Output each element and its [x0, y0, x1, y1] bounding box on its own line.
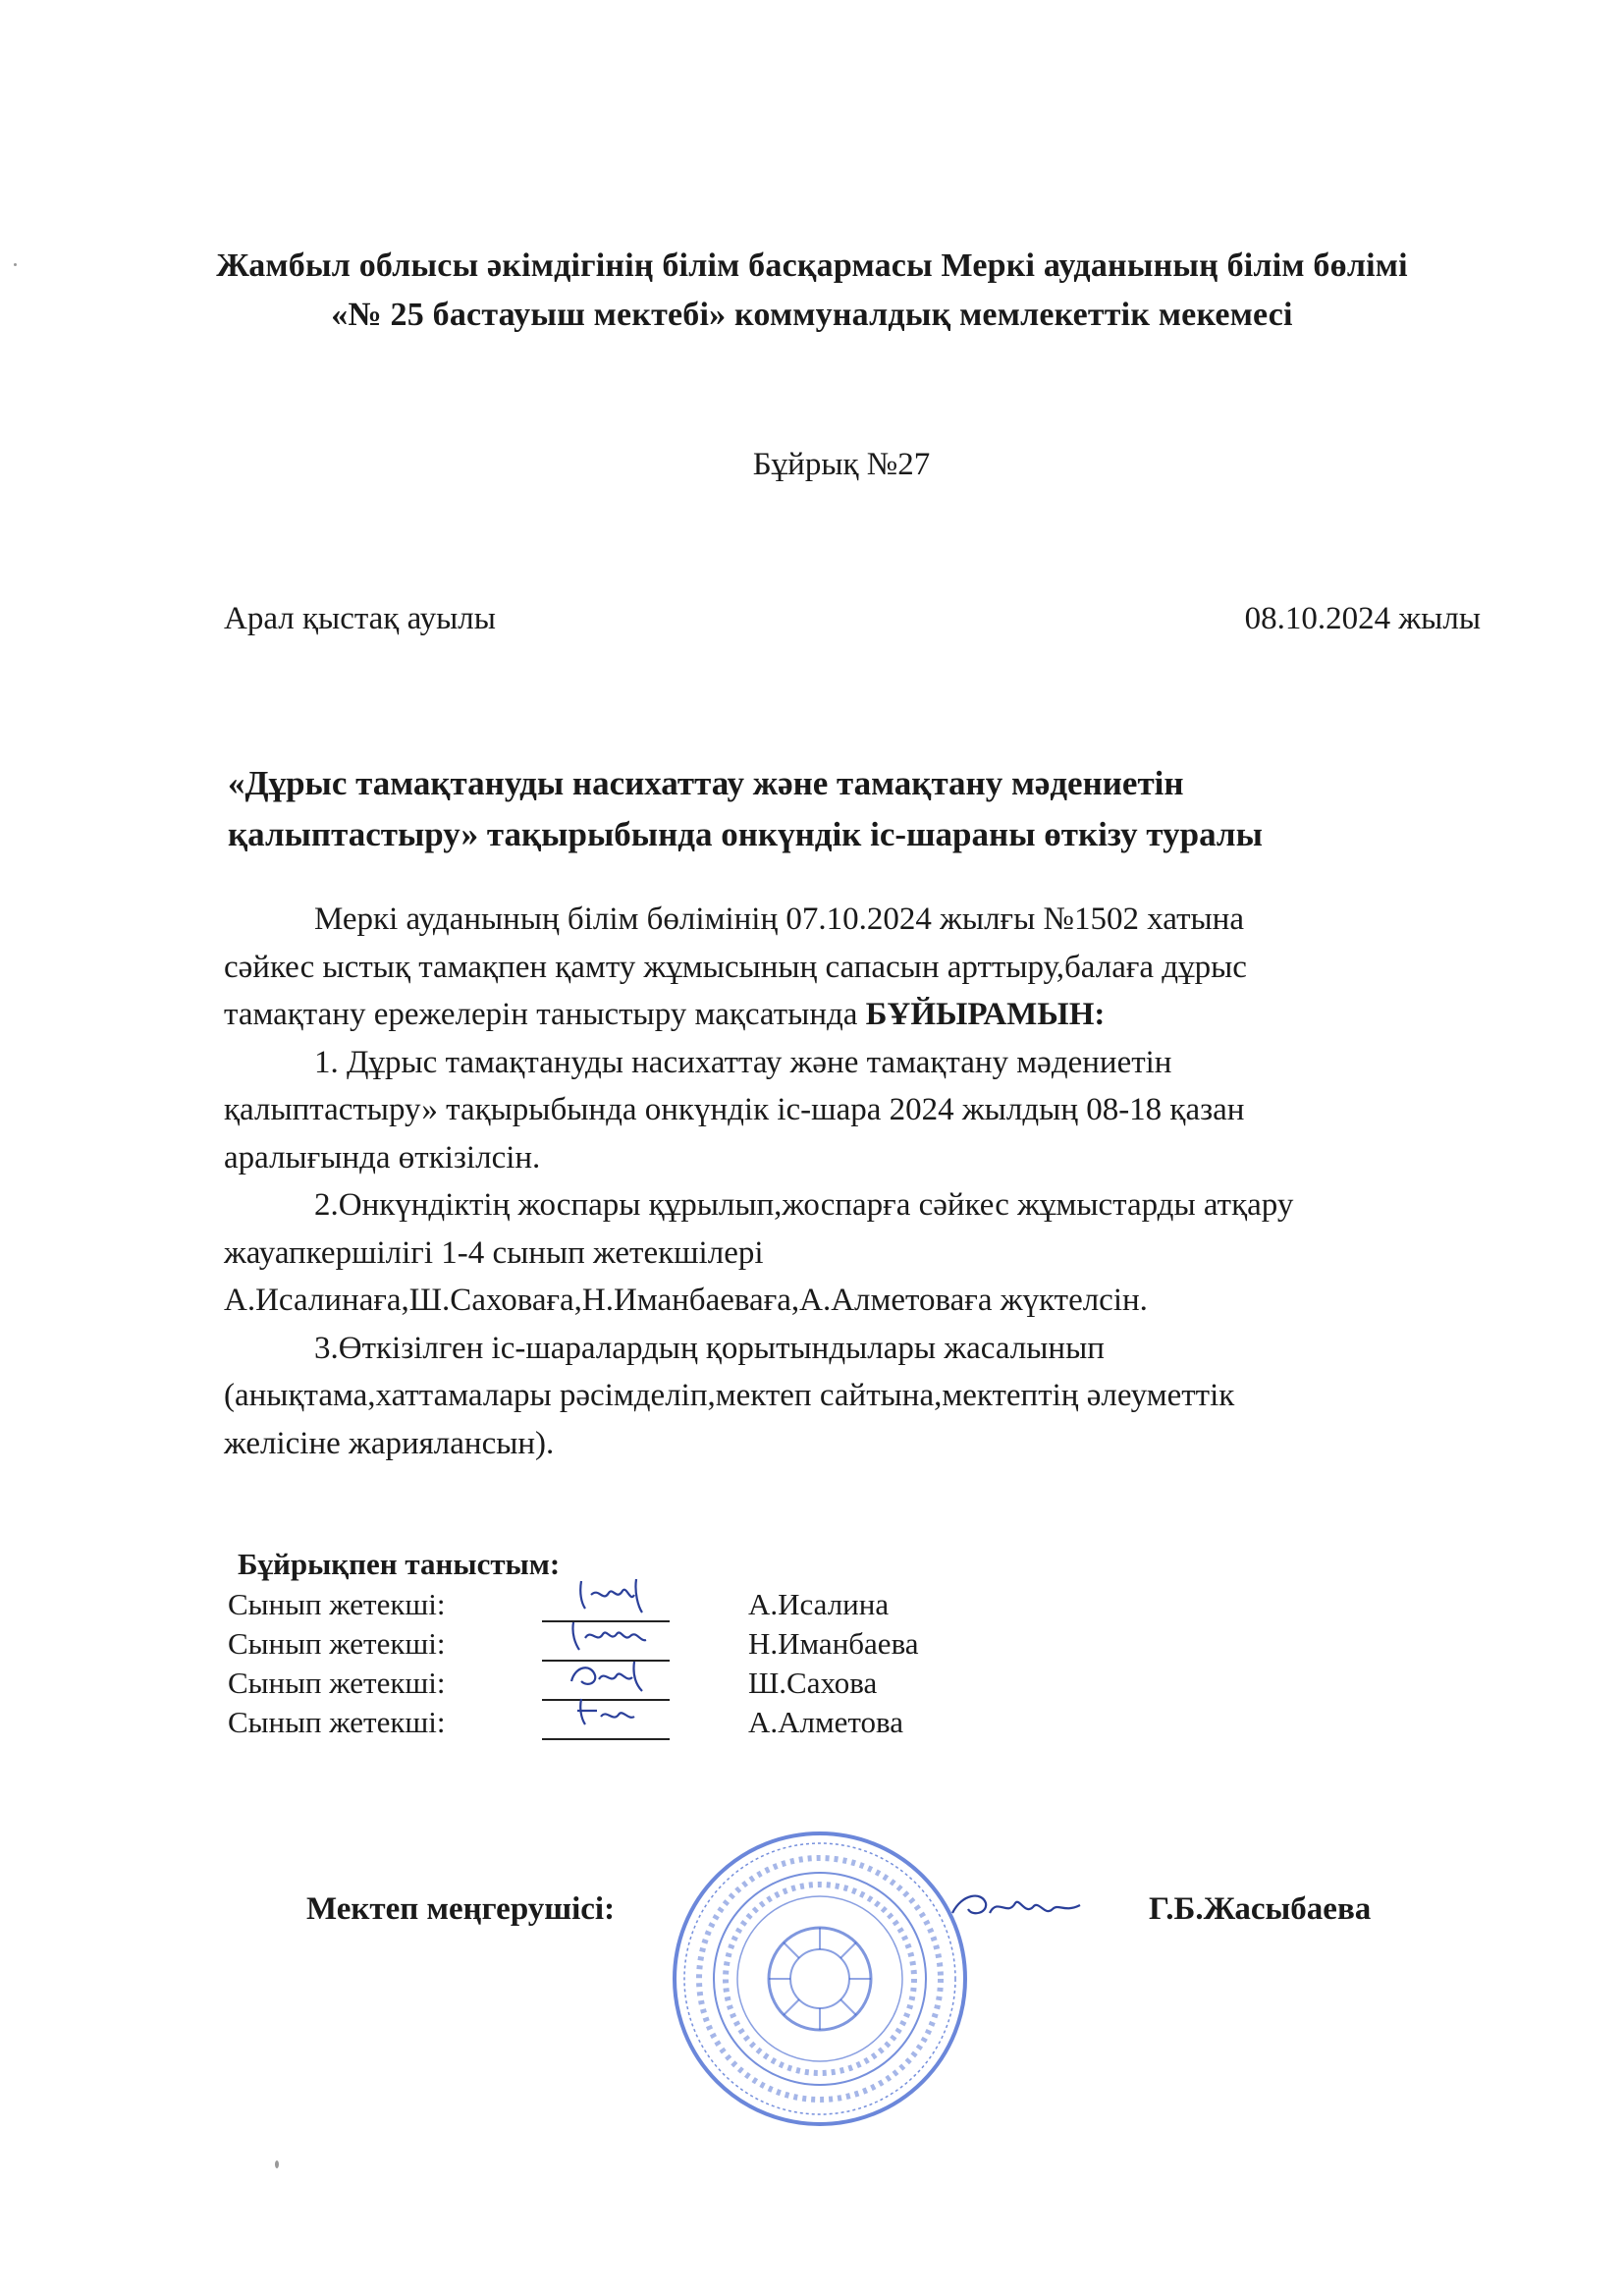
intro-line-3: [224, 991, 1469, 1039]
ack-name: Н.Иманбаева: [748, 1626, 919, 1661]
item-2-line-1: 2.Онкүндіктің жоспары құрылып,жоспарға сәйкес жұмыстарды атқару: [314, 1187, 1294, 1223]
paper-speck: [14, 263, 17, 266]
order-title: [228, 758, 1455, 860]
acknowledgement-row: [228, 1705, 1111, 1744]
item-1-line-3: аралығында өткізілсін.: [224, 1139, 541, 1175]
acknowledgement-row: [228, 1587, 1111, 1626]
item-1-line-2: қалыптастыру» тақырыбында онкүндік іс-шара 2024 жылдың 08-18 қазан: [224, 1092, 1245, 1127]
item-3-line-3: желісіне жариялансын).: [224, 1425, 555, 1461]
order-title-line-1: «Дұрыс тамақтануды насихаттау және тамақтану мәдениетін: [228, 764, 1184, 802]
ack-role: Сынып жетекші:: [228, 1626, 446, 1661]
ordered-keyword: БҰЙЫРАМЫН:: [865, 997, 1106, 1032]
ack-role: Сынып жетекші:: [228, 1666, 446, 1700]
official-stamp-icon: [668, 1827, 972, 2131]
order-number: Бұйрық №27: [752, 447, 931, 482]
head-of-school-label: Мектеп меңгерушісі:: [306, 1891, 616, 1927]
order-body: [224, 896, 1469, 1467]
item-2-line-2: жауапкершілігі 1-4 сынып жетекшілері: [224, 1234, 764, 1271]
institution-header-line-1: Жамбыл облысы әкімдігінің білім басқармасы Меркі ауданының білім бөлімі: [216, 247, 1408, 284]
item-3-line-2: (анықтама,хаттамалары рәсімделіп,мектеп сайтына,мектептің әлеуметтік: [224, 1378, 1235, 1413]
acknowledgement-title: Бұйрықпен таныстым:: [238, 1547, 561, 1581]
handwritten-signature-icon: [552, 1691, 660, 1740]
ack-name: Ш.Сахова: [748, 1666, 878, 1700]
head-of-school-name: Г.Б.Жасыбаева: [1149, 1891, 1372, 1927]
paper-speck: [275, 2160, 279, 2168]
item-2-line-3: А.Исалинаға,Ш.Саховаға,Н.Иманбаеваға,А.Алметоваға жүктелсін.: [224, 1283, 1148, 1318]
order-date: 08.10.2024 жылы: [1244, 601, 1481, 636]
ack-name: А.Исалина: [748, 1587, 890, 1621]
intro-line-2: сәйкес ыстық тамақпен қамту жұмысының сапасын арттыру,балаға дұрыс: [224, 949, 1247, 985]
institution-header-line-2: «№ 25 бастауыш мектебі» коммуналдық мемлекеттік мекемесі: [331, 297, 1293, 333]
acknowledgement-row: [228, 1666, 1111, 1705]
ack-role: Сынып жетекші:: [228, 1587, 446, 1621]
item-3-line-1: 3.Өткізілген іс-шаралардың қорытындылары жасалынып: [314, 1330, 1105, 1366]
item-1-line-1: 1. Дұрыс тамақтануды насихаттау және тамақтану мәдениетін: [314, 1044, 1172, 1080]
signature-line: [542, 1738, 670, 1740]
intro-line-1: Меркі ауданының білім бөлімінің 07.10.2024 жылғы №1502 хатына: [314, 902, 1244, 937]
director-signature-icon: [943, 1874, 1090, 1942]
order-title-line-2: қалыптастыру» тақырыбында онкүндік іс-шараны өткізу туралы: [228, 815, 1263, 853]
ack-name: А.Алметова: [748, 1705, 903, 1739]
intro-line-3-text: тамақтану ережелерін таныстыру мақсатында: [224, 997, 866, 1032]
ack-role: Сынып жетекші:: [228, 1705, 446, 1739]
place-of-issue: Арал қыстақ ауылы: [224, 601, 496, 636]
acknowledgement-row: [228, 1626, 1111, 1666]
